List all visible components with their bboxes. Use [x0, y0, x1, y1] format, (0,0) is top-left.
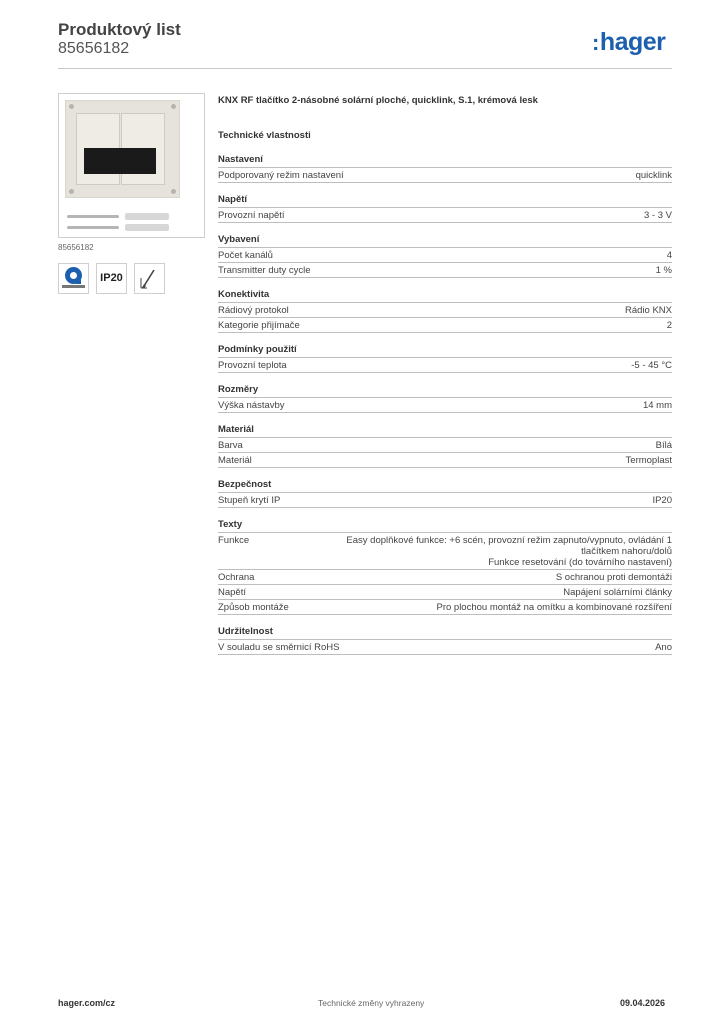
- spec-label: Funkce: [218, 535, 250, 546]
- spec-section: [218, 478, 672, 508]
- header-divider: [58, 68, 672, 69]
- spec-value: Termoplast: [625, 455, 672, 466]
- spec-value-cell: [556, 572, 672, 583]
- frame-screw: [69, 189, 74, 194]
- frame-screw: [69, 104, 74, 109]
- spec-label: Rádiový protokol: [218, 305, 289, 316]
- section-title: Konektivita: [218, 288, 672, 303]
- spec-value: Ano: [655, 642, 672, 653]
- frame-screw: [171, 104, 176, 109]
- mounting-screw: [67, 215, 119, 218]
- spec-row: [218, 438, 672, 453]
- spec-table: [218, 153, 672, 665]
- spec-label: Materiál: [218, 455, 252, 466]
- spec-value-cell: [625, 305, 672, 316]
- spec-section: [218, 423, 672, 468]
- spec-row: [218, 570, 672, 585]
- spec-label: Kategorie přijímače: [218, 320, 300, 331]
- product-image: [58, 93, 205, 238]
- product-number: 85656182: [58, 40, 130, 57]
- product-code-label: 85656182: [58, 243, 94, 252]
- mounting-screw: [67, 226, 119, 229]
- spec-row: [218, 398, 672, 413]
- wall-plug: [125, 224, 169, 231]
- section-title: Podmínky použití: [218, 343, 672, 358]
- spec-value: S ochranou proti demontáži: [555, 572, 672, 583]
- spec-label: Provozní napětí: [218, 210, 285, 221]
- spec-row: [218, 318, 672, 333]
- spec-row: [218, 585, 672, 600]
- spec-label: Transmitter duty cycle: [218, 265, 311, 276]
- spec-value: quicklink: [635, 170, 672, 181]
- spec-label: Podporovaný režim nastavení: [218, 170, 344, 181]
- spec-value: Pro plochou montáž na omítku a kombinované rozšíření: [436, 602, 672, 613]
- spec-row: [218, 263, 672, 278]
- spec-value: 2: [666, 320, 672, 331]
- spec-value-cell: [656, 265, 672, 276]
- spec-row: [218, 533, 672, 570]
- hager-logo[interactable]: :hager: [592, 28, 666, 56]
- spec-section: [218, 288, 672, 333]
- footer-disclaimer: Technické změny vyhrazeny: [318, 998, 425, 1008]
- spec-label: Stupeň krytí IP: [218, 495, 281, 506]
- spec-value: Easy doplňkové funkce: +6 scén, provozní režim zapnuto/vypnuto, ovládání 1 tlačítkem nahoru/dolů: [346, 535, 672, 557]
- spec-row: [218, 600, 672, 615]
- spec-section: [218, 193, 672, 223]
- spec-value-cell: [436, 602, 672, 613]
- page-title: Produktový list: [58, 20, 181, 39]
- section-title: Materiál: [218, 423, 672, 438]
- spec-value: -5 - 45 °C: [631, 360, 672, 371]
- spec-label: V souladu se směrnicí RoHS: [218, 642, 340, 653]
- spec-label: Napětí: [218, 587, 246, 598]
- q-tail: [76, 280, 81, 284]
- spec-section: [218, 343, 672, 373]
- spec-value-cell: [631, 360, 672, 371]
- frame-screw: [171, 189, 176, 194]
- q-caption-mark: [62, 285, 85, 288]
- spec-label: Ochrana: [218, 572, 255, 583]
- spec-value-cell: [643, 400, 672, 411]
- spec-section: [218, 383, 672, 413]
- spec-value: Napájení solárními články: [563, 587, 672, 598]
- spec-section: [218, 153, 672, 183]
- footer-date: 09.04.2026: [620, 998, 666, 1008]
- spec-value-cell: [656, 440, 672, 451]
- technical-properties-heading: Technické vlastnosti: [218, 130, 311, 141]
- spec-row: [218, 640, 672, 655]
- spec-value: 3 - 3 V: [644, 210, 672, 221]
- footer-website-link[interactable]: hager.com/cz: [58, 998, 116, 1008]
- section-title: Nastavení: [218, 153, 672, 168]
- spec-value-secondary: Funkce resetování (do továrního nastavení): [488, 557, 672, 568]
- spec-row: [218, 493, 672, 508]
- spec-label: Provozní teplota: [218, 360, 287, 371]
- section-title: Bezpečnost: [218, 478, 672, 493]
- spec-value: 1 %: [655, 265, 672, 276]
- spec-value-cell: [636, 170, 672, 181]
- spec-value: Rádio KNX: [625, 305, 672, 316]
- spec-section: [218, 518, 672, 615]
- section-title: Texty: [218, 518, 672, 533]
- screwdriver-icon: [134, 263, 165, 294]
- spec-value-cell: [644, 210, 672, 221]
- spec-row: [218, 168, 672, 183]
- section-title: Udržitelnost: [218, 625, 672, 640]
- spec-value-cell: [332, 535, 672, 568]
- switch-frame: [65, 100, 180, 198]
- spec-value-cell: [563, 587, 672, 598]
- spec-label: Počet kanálů: [218, 250, 273, 261]
- wall-plug: [125, 213, 169, 220]
- spec-label: Výška nástavby: [218, 400, 285, 411]
- section-title: Rozměry: [218, 383, 672, 398]
- spec-section: [218, 233, 672, 278]
- spec-value: 14 mm: [642, 400, 672, 411]
- spec-row: [218, 208, 672, 223]
- spec-label: Způsob montáže: [218, 602, 289, 613]
- quicklink-q-icon: [58, 263, 89, 294]
- product-description: KNX RF tlačítko 2-násobné solární ploché, quicklink, S.1, krémová lesk: [218, 95, 538, 106]
- spec-row: [218, 453, 672, 468]
- spec-section: [218, 625, 672, 655]
- spec-value-cell: [667, 320, 672, 331]
- spec-value-cell: [667, 250, 672, 261]
- section-title: Vybavení: [218, 233, 672, 248]
- spec-value-cell: [652, 495, 672, 506]
- section-title: Napětí: [218, 193, 672, 208]
- spec-value-cell: [655, 642, 672, 653]
- logo-text: hager: [599, 28, 666, 56]
- solar-cell: [84, 148, 156, 174]
- spec-label: Barva: [218, 440, 243, 451]
- ip20-icon: IP20: [96, 263, 127, 294]
- spec-row: [218, 303, 672, 318]
- spec-value: IP20: [652, 495, 672, 506]
- spec-value: 4: [666, 250, 672, 261]
- spec-value: Bílá: [655, 440, 672, 451]
- spec-row: [218, 358, 672, 373]
- spec-row: [218, 248, 672, 263]
- spec-value-cell: [626, 455, 672, 466]
